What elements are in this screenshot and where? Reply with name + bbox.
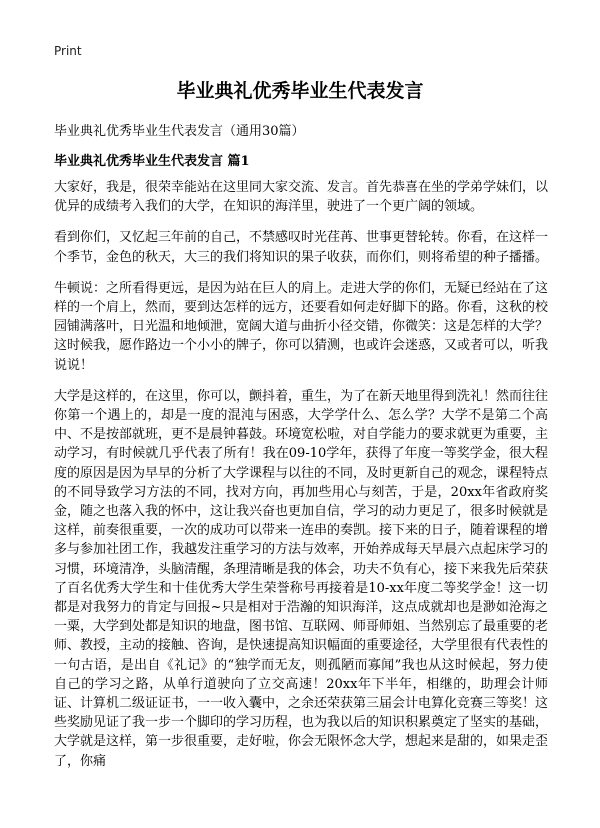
paragraph-4: 大学是这样的，在这里，你可以，颤抖着，重生，为了在新天地里得到洗礼！然而往往你第一个遇上的，却是一度的混沌与困惑，大学学什么、怎么学？大学不是第二个高中、不是按部就班，更不是晨钟暮鼓。环境宽松啦，对自学能力的要求就更为重要，主动学习，有时候就几乎代表了所有！我在09-10学年，获得了年度一等奖学金，很大程度的原因是因为早早的分析了大学课程与以往的不同，及时更新自己的观念，课程特点的不同导致学习方法的不同，找对方向，再加些用心与刻苦，于是，20xx年省政府奖金，随之也落入我的怀中，这让我兴奋也更加自信，学习的动力更足了，很多时候就是这样，前奏很重要，一次的成功可以带来一连串的奏凯。接下来的日子，随着课程的增多与参加社团工作，我越发注重学习的方法与效率，开始养成每天早晨六点起床学习的习惯，环境清净，头脑清醒，条理清晰是我的体会，功夫不负有心，接下来我先后荣获了百名优秀大学生和十佳优秀大学生荣誉称号再接着是10-xx年度二等奖学金！这一切都是对我努力的肯定与回报~只是相对于浩瀚的知识海洋，这点成就却也是渺如沧海之一粟，大学到处都是知识的地盘，图书馆、互联网、师哥师姐、当然别忘了最重要的老师、教授，主动的接触、咨询，是快速提高知识幅面的重要途径，大学里很有代表性的一句古语，是出自《礼记》的“独学而无友，则孤陋而寡闻”我也从这时候起，努力使自己的学习之路，从单行道驶向了立交高速！20xx年下半年，相继的，助理会计师证、计算机二级证证书，一一收入囊中，之余还荣获第三届会计电算化竞赛三等奖！这些奖励见证了我一步一个脚印的学习历程，也为我以后的知识积累奠定了坚实的基础，大学就是这样，第一步很重要，走好啦，你会无限怀念大学，想起来是甜的，如果走歪了，你痛 xyxy=(54,388,549,769)
paragraph-3: 牛顿说：之所看得更远，是因为站在巨人的肩上。走进大学的你们，无疑已经站在了这样的一个肩上，然而，要到达怎样的远方，还要看如何走好脚下的路。你看，这秋的校园铺满落叶，日光温和地倾泄，宽阔大道与曲折小径交错，你微笑：这是怎样的大学？这时候我，愿作路边一个小小的牌子，你可以猜测，也或许会迷惑，又或者可以，听我说说！ xyxy=(54,280,549,373)
print-link[interactable]: Print xyxy=(54,44,82,58)
paragraph-1: 大家好，我是，很荣幸能站在这里同大家交流、发言。首先恭喜在坐的学弟学妹们，以优异的成绩考入我们的大学，在知识的海洋里，驶进了一个更广阔的领域。 xyxy=(54,180,549,215)
document-subtitle: 毕业典礼优秀毕业生代表发言（通用30篇） xyxy=(54,124,305,139)
section-heading: 毕业典礼优秀毕业生代表发言 篇1 xyxy=(54,154,250,169)
page-title: 毕业典礼优秀毕业生代表发言 xyxy=(176,80,424,102)
paragraph-2: 看到你们，又忆起三年前的自己，不禁感叹时光荏苒、世事更替轮转。你看，在这样一个季节，金色的秋天，大三的我们将知识的果子收获，而你们，则将希望的种子播播。 xyxy=(54,230,549,265)
article-body xyxy=(54,178,548,783)
